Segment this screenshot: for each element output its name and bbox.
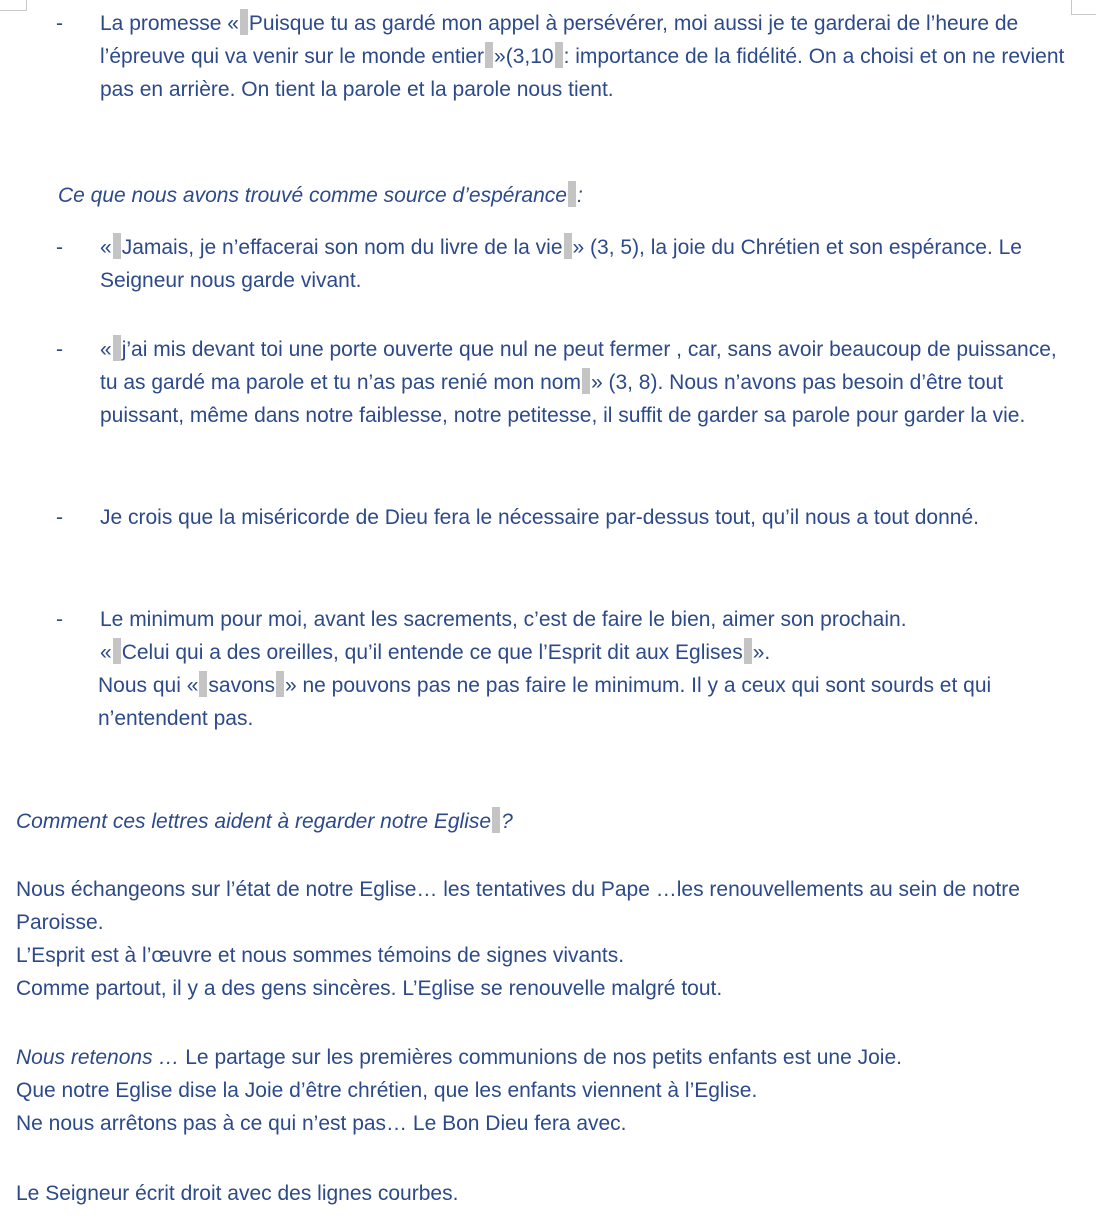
crop-mark-left: [0, 0, 27, 11]
bullet-minimum: [56, 603, 1066, 735]
bullet-dash: -: [56, 506, 63, 529]
bullet-dash: -: [56, 12, 63, 35]
comment-marker[interactable]: [113, 233, 121, 259]
comment-marker[interactable]: [564, 233, 572, 259]
bullet-text: Je crois que la miséricorde de Dieu fera le nécessaire par-dessus tout, qu’il nous a tout donné.: [100, 506, 979, 529]
bullet-jamais: [56, 231, 1066, 297]
bullet-text: « j’ai mis devant toi une porte ouverte que nul ne peut fermer , car, sans avoir beaucoup de puissance, tu as gardé ma parole et tu n’as pas renié mon nom » (3, 8). Nous n’avons pas besoin d’être tout puissant, même dans notre faiblesse, notre petitesse, il suffit de garder sa parole pour garder la vie.: [100, 333, 1066, 432]
paragraph-conclusion: Le Seigneur écrit droit avec des lignes courbes.: [16, 1182, 459, 1205]
bullet-text: « Jamais, je n’effacerai son nom du livre de la vie » (3, 5), la joie du Chrétien et son espérance. Le Seigneur nous garde vivant.: [100, 231, 1066, 297]
paragraph-echanges: Nous échangeons sur l’état de notre Eglise… les tentatives du Pape …les renouvellements au sein de notre Paroisse. L’Esprit est à l’œuvre et nous sommes témoins de signes vivants. Comme partout, il y a des gens sincères. L’Eglise se renouvelle malgré tout.: [16, 878, 1020, 1000]
bullet-text: Le minimum pour moi, avant les sacrements, c’est de faire le bien, aimer son prochain. « Celui qui a des oreilles, qu’il entende ce que l’Esprit dit aux Eglises ». Nous qui « savons » ne pouvons pas ne pas faire le minimum. Il y a ceux qui sont sourds et qui n’entendent pas.: [98, 608, 992, 730]
bullet-dash: -: [56, 236, 63, 259]
bullet-misericorde: [56, 501, 1066, 534]
comment-marker[interactable]: [568, 181, 576, 207]
comment-marker[interactable]: [113, 335, 121, 361]
bullet-dash: -: [56, 338, 63, 361]
comment-marker[interactable]: [582, 368, 590, 394]
paragraph-retenons: Nous retenons … Le partage sur les premières communions de nos petits enfants est une Joie. Que notre Eglise dise la Joie d’être chrétien, que les enfants viennent à l’Eglise. Ne nous arrêtons pas à ce qui n’est pas… Le Bon Dieu fera avec.: [16, 1046, 902, 1135]
bullet-text: La promesse « Puisque tu as gardé mon appel à persévérer, moi aussi je te garderai de l’heure de l’épreuve qui va venir sur le monde entier »(3,10 : importance de la fidélité. On a choisi et on ne revient pas en arrière. On tient la parole et la parole nous tient.: [100, 7, 1066, 106]
comment-marker[interactable]: [555, 42, 563, 68]
comment-marker[interactable]: [276, 671, 284, 697]
comment-marker[interactable]: [113, 638, 121, 664]
section-heading-esperance: Ce que nous avons trouvé comme source d’espérance :: [58, 179, 583, 212]
bullet-porte-ouverte: [56, 333, 1066, 432]
bullet-promesse: [56, 7, 1066, 106]
crop-mark-right: [1071, 0, 1096, 15]
section-heading-eglise: Comment ces lettres aident à regarder notre Eglise ?: [16, 805, 513, 838]
comment-marker[interactable]: [492, 807, 500, 833]
comment-marker[interactable]: [240, 9, 248, 35]
comment-marker[interactable]: [199, 671, 207, 697]
comment-marker[interactable]: [744, 638, 752, 664]
comment-marker[interactable]: [485, 42, 493, 68]
bullet-dash: -: [56, 608, 63, 631]
